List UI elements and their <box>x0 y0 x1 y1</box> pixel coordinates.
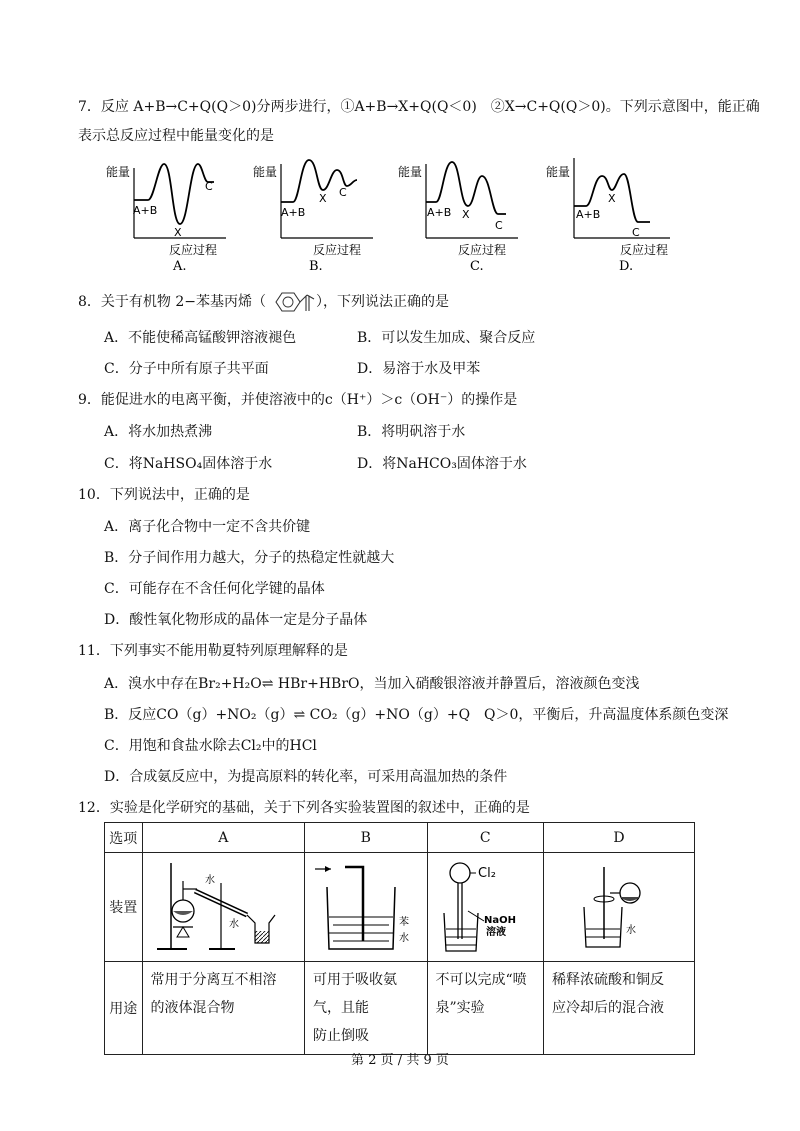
energy-diagram-d-svg <box>546 150 696 274</box>
header-d: D <box>544 823 695 853</box>
svg-text:苯: 苯 <box>399 917 409 928</box>
usage-d: 稀释浓硫酸和铜反 应冷却后的混合液 <box>544 962 695 1055</box>
label-x: X <box>319 192 327 205</box>
q9-option-b: B．将明矾溶于水 <box>357 424 466 440</box>
q8-option-b: B．可以发生加成、聚合反应 <box>357 330 536 346</box>
energy-diagram-a-svg <box>106 150 256 274</box>
q9-option-d: D．将NaHCO₃固体溶于水 <box>357 456 527 472</box>
axis-label-energy: 能量 <box>398 165 423 179</box>
row-label-apparatus: 装置 <box>105 853 143 962</box>
energy-diagram-b <box>253 150 403 274</box>
q8-stem-pre: 8．关于有机物 2−苯基丙烯（ <box>78 294 266 310</box>
label-ab: A+B <box>281 206 306 219</box>
apparatus-a <box>142 853 305 962</box>
q10-option-a: A．离子化合物中一定不含共价键 <box>104 519 311 535</box>
energy-diagram-b-svg <box>253 150 403 274</box>
energy-diagram-c-svg <box>398 150 548 274</box>
dilution-figure <box>544 853 694 957</box>
page-footer: 第 2 页 / 共 9 页 <box>351 1053 449 1068</box>
energy-diagram-c <box>398 150 548 274</box>
ammonia-absorption-figure <box>305 853 425 957</box>
q10-option-d: D．酸性氧化物形成的晶体一定是分子晶体 <box>104 612 368 628</box>
axis-label-energy: 能量 <box>253 165 278 179</box>
svg-text:水: 水 <box>228 919 239 930</box>
q9-option-c: C．将NaHSO₄固体溶于水 <box>104 456 273 472</box>
fountain-experiment-figure <box>428 853 542 957</box>
q11-option-a: A．溴水中存在Br₂+H₂O⇌ HBr+HBrO，当加入硝酸银溶液并静置后，溶液颜色变浅 <box>104 676 640 692</box>
q8-option-d: D．易溶于水及甲苯 <box>357 361 481 377</box>
label-ab: A+B <box>427 206 452 219</box>
table-apparatus-row <box>105 853 695 962</box>
option-label-a: A. <box>173 259 187 274</box>
label-ab: A+B <box>576 208 601 221</box>
axis-label-process: 反应过程 <box>313 243 362 257</box>
label-x: X <box>174 226 182 239</box>
q11-option-c: C．用饱和食盐水除去Cl₂中的HCl <box>104 738 317 754</box>
q11-option-d: D．合成氨反应中，为提高原料的转化率，可采用高温加热的条件 <box>104 769 508 785</box>
axis-label-process: 反应过程 <box>458 243 507 257</box>
q8-option-a: A．不能使稀高锰酸钾溶液褪色 <box>104 330 297 346</box>
q9-stem: 9．能促进水的电离平衡，并使溶液中的c（H⁺）＞c（OH⁻）的操作是 <box>78 392 518 408</box>
label-c: C <box>339 186 347 199</box>
label-c: C <box>495 219 503 232</box>
svg-text:Cl₂: Cl₂ <box>477 866 496 881</box>
q10-stem: 10．下列说法中，正确的是 <box>78 487 250 503</box>
q10-option-c: C．可能存在不含任何化学键的晶体 <box>104 581 325 597</box>
option-label-d: D. <box>619 259 634 274</box>
header-option: 选项 <box>105 823 143 853</box>
svg-text:溶液: 溶液 <box>485 927 506 938</box>
apparatus-b <box>305 853 428 962</box>
q11-option-b: B．反应CO（g）+NO₂（g）⇌ CO₂（g）+NO（g）+Q Q＞0，平衡后，升高温度体系颜色变深 <box>104 707 729 723</box>
axis-label-process: 反应过程 <box>169 243 218 257</box>
header-c: C <box>427 823 544 853</box>
q9-option-a: A．将水加热煮沸 <box>104 424 213 440</box>
label-ab: A+B <box>133 204 158 217</box>
label-x: X <box>462 208 470 221</box>
q7-stem-line1: 7．反应 A+B→C+Q(Q＞0)分两步进行，①A+B→X+Q(Q＜0) ②X→C+Q(Q＞0)。下列示意图中，能正确 <box>78 99 760 115</box>
svg-text:水: 水 <box>204 875 215 886</box>
label-x: X <box>608 192 616 205</box>
apparatus-table <box>104 822 695 1055</box>
label-c: C <box>205 180 213 193</box>
axis-label-energy: 能量 <box>546 165 571 179</box>
q8-stem <box>78 289 449 315</box>
q12-stem: 12．实验是化学研究的基础，关于下列各实验装置图的叙述中，正确的是 <box>78 800 530 816</box>
row-label-usage: 用途 <box>105 962 143 1055</box>
q8-option-c: C．分子中所有原子共平面 <box>104 361 269 377</box>
distillation-apparatus-figure <box>143 853 303 957</box>
axis-label-energy: 能量 <box>106 165 131 179</box>
option-label-c: C. <box>470 259 484 274</box>
apparatus-d <box>544 853 695 962</box>
2-phenylpropene-structure <box>266 289 316 315</box>
table-header-row <box>105 823 695 853</box>
apparatus-c <box>427 853 544 962</box>
q8-stem-post: ），下列说法正确的是 <box>316 294 449 310</box>
usage-b: 可用于吸收氨气，且能 防止倒吸 <box>305 962 428 1055</box>
q10-option-b: B．分子间作用力越大，分子的热稳定性就越大 <box>104 550 395 566</box>
usage-c: 不可以完成“喷 泉”实验 <box>427 962 544 1055</box>
energy-diagram-a <box>106 150 256 274</box>
usage-a: 常用于分离互不相溶 的液体混合物 <box>142 962 305 1055</box>
svg-text:水: 水 <box>399 933 409 944</box>
energy-diagram-d <box>546 150 696 274</box>
q11-stem: 11．下列事实不能用勒夏特列原理解释的是 <box>78 643 348 659</box>
option-label-b: B. <box>309 259 323 274</box>
header-b: B <box>305 823 428 853</box>
label-c: C <box>632 226 640 239</box>
table-usage-row <box>105 962 695 1055</box>
header-a: A <box>142 823 305 853</box>
svg-text:水: 水 <box>626 925 636 936</box>
q7-stem-line2: 表示总反应过程中能量变化的是 <box>78 128 274 144</box>
svg-text:NaOH: NaOH <box>483 915 516 926</box>
axis-label-process: 反应过程 <box>620 243 669 257</box>
